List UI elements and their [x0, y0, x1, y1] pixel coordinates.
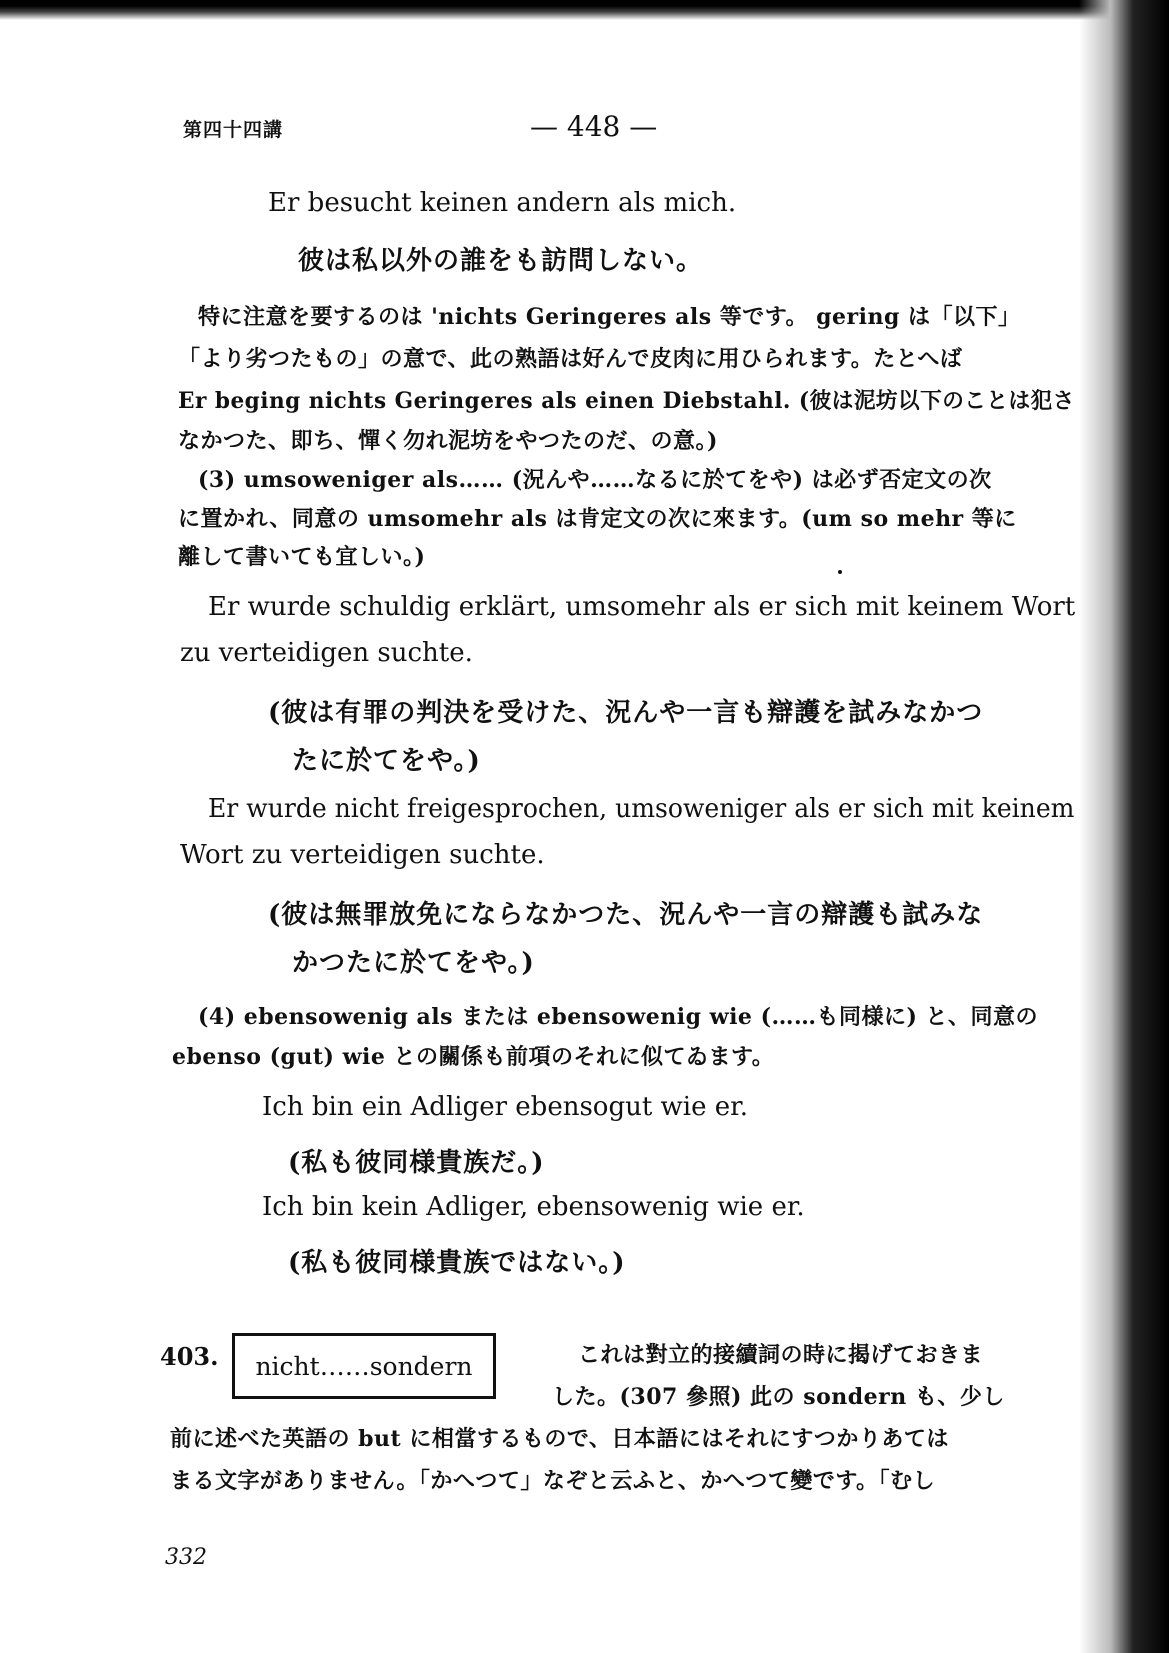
example-sentence: Er besucht keinen andern als mich. — [268, 188, 737, 218]
example-sentence: Er wurde nicht freigesprochen, umsoweniger als er sich mit keinem — [208, 794, 1075, 824]
boxed-term: nicht……sondern — [232, 1333, 496, 1399]
body-text-line: した。(307 參照) 此の sondern も、少し — [552, 1384, 1005, 1410]
body-text-line: 特に注意を要するのは 'nichts Geringeres als 等です。 gering は「以下」 — [198, 304, 1021, 330]
example-translation: (彼は有罪の判決を受けた、況んや一言も辯護を試みなかつ — [268, 698, 984, 728]
example-translation: (私も彼同様貴族ではない。) — [288, 1248, 626, 1278]
example-sentence: Ich bin kein Adliger, ebensowenig wie er. — [262, 1192, 805, 1222]
body-text-line: 「より劣つたもの」の意で、此の熟語は好んで皮肉に用ひられます。たとへば — [178, 346, 963, 372]
example-sentence: Er wurde schuldig erklärt, umsomehr als er sich mit keinem Wort — [208, 592, 1076, 622]
scan-binding-shadow — [1079, 0, 1169, 1653]
page-number: — 448 — — [530, 110, 658, 143]
example-sentence: Ich bin ein Adliger ebensogut wie er. — [262, 1092, 749, 1122]
example-sentence: Wort zu verteidigen suchte. — [180, 840, 545, 870]
body-text-line: (4) ebensowenig als または ebensowenig wie (……も同様に) と、同意の — [198, 1004, 1039, 1030]
body-text-line: (3) umsoweniger als…… (況んや……なるに於てをや) は必ず否定文の次 — [198, 467, 992, 493]
stray-mark — [838, 570, 842, 574]
body-text-line: まる文字がありません。「かへつて」なぞと云ふと、かへつて變です。「むし — [170, 1468, 936, 1494]
chapter-heading: 第四十四講 — [183, 119, 284, 141]
example-translation: たに於てをや。) — [292, 746, 481, 776]
body-text-line: 前に述べた英語の but に相當するもので、日本語にはそれにすつかりあては — [170, 1426, 949, 1452]
body-text-line: に置かれ、同意の umsomehr als は肯定文の次に來ます。(um so mehr 等に — [178, 506, 1017, 532]
body-text-line: 離して書いても宜しい。) — [178, 544, 426, 570]
body-text-line: Er beging nichts Geringeres als einen Diebstahl. (彼は泥坊以下のことは犯さ — [178, 388, 1075, 414]
example-translation: (彼は無罪放免にならなかつた、況んや一言の辯護も試みな — [268, 900, 984, 930]
folio-number: 332 — [165, 1545, 207, 1570]
body-text-line: ebenso (gut) wie との關係も前項のそれに似てゐます。 — [172, 1044, 775, 1070]
scan-top-edge — [0, 0, 1169, 20]
example-translation: (私も彼同様貴族だ。) — [288, 1148, 545, 1178]
body-text-line: これは對立的接續詞の時に揭げておきま — [578, 1342, 984, 1368]
section-number: 403. — [160, 1342, 219, 1371]
example-translation: 彼は私以外の誰をも訪問しない。 — [298, 246, 704, 276]
example-sentence: zu verteidigen suchte. — [180, 638, 473, 668]
example-translation: かつたに於てをや。) — [292, 948, 535, 978]
body-text-line: なかつた、即ち、憚く勿れ泥坊をやつたのだ、の意。) — [178, 428, 718, 454]
